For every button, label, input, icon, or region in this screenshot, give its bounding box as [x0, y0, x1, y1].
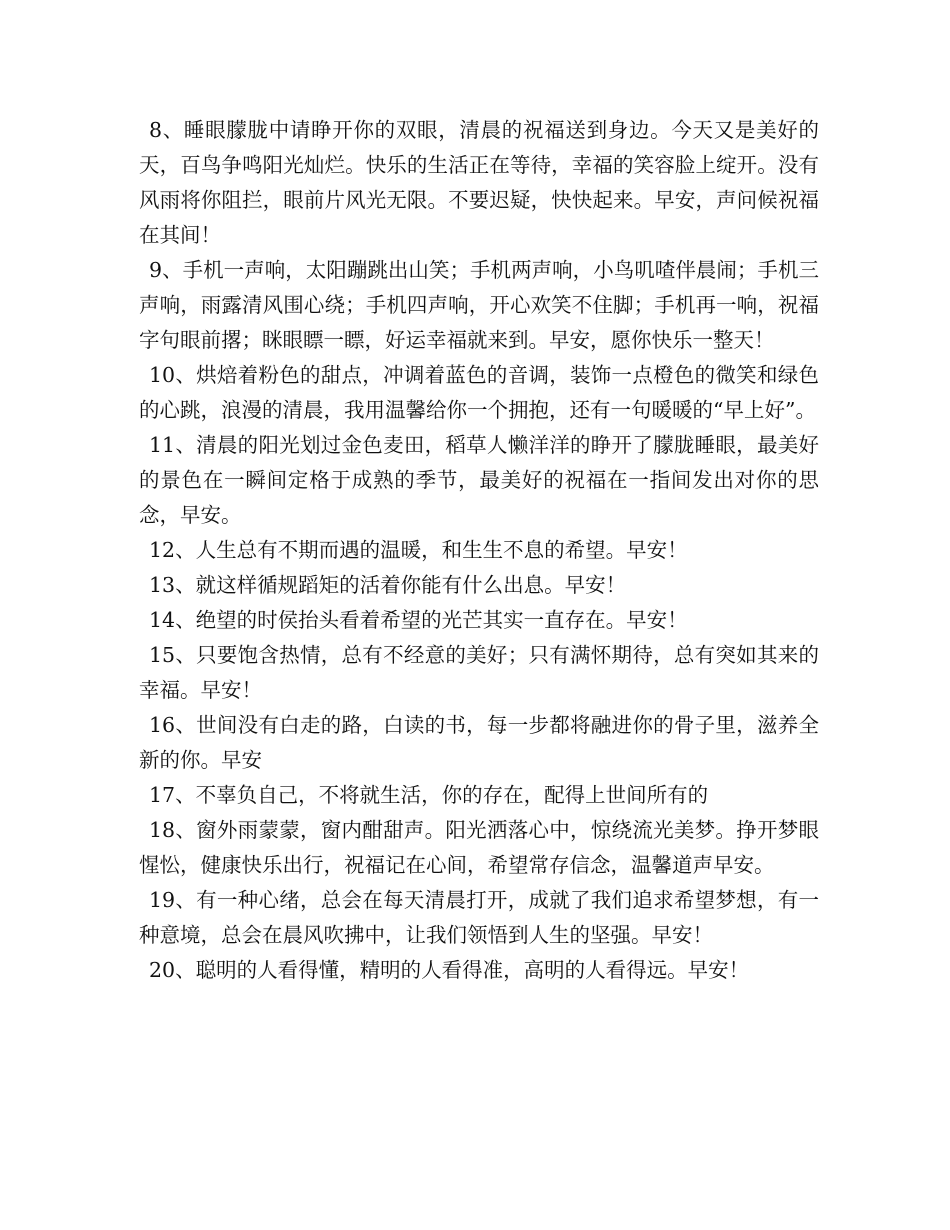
- paragraph-15: 15、只要饱含热情，总有不经意的美好；只有满怀期待，总有突如其来的幸福。早安！: [139, 643, 819, 702]
- paragraph-9: 9、手机一声响，太阳蹦跳出山笑；手机两声响，小鸟叽喳伴晨闹；手机三声响，雨露清风围心绕；手机四声响，开心欢笑不住脚；手机再一响，祝福字句眼前撂；眯眼瞟一瞟，好运幸福就来到。早安，愿你快乐一整天！: [139, 258, 819, 352]
- paragraph-18: 18、窗外雨蒙蒙，窗内酣甜声。阳光洒落心中，惊绕流光美梦。挣开梦眼惺忪，健康快乐出行，祝福记在心间，希望常存信念，温馨道声早安。: [139, 818, 819, 877]
- document-body: [139, 113, 819, 988]
- paragraph-19: 19、有一种心绪，总会在每天清晨打开，成就了我们追求希望梦想，有一种意境，总会在晨风吹拂中，让我们领悟到人生的坚强。早安！: [139, 888, 819, 947]
- paragraph-16: 16、世间没有白走的路，白读的书，每一步都将融进你的骨子里，滋养全新的你。早安: [139, 713, 819, 772]
- paragraph-13: 13、就这样循规蹈矩的活着你能有什么出息。早安！: [149, 573, 627, 597]
- paragraph-10: 10、烘焙着粉色的甜点，冲调着蓝色的音调，装饰一点橙色的微笑和绿色的心跳，浪漫的清晨，我用温馨给你一个拥抱，还有一句暖暖的“早上好”。: [139, 363, 819, 422]
- paragraph-12: 12、人生总有不期而遇的温暖，和生生不息的希望。早安！: [149, 538, 688, 562]
- paragraph-14: 14、绝望的时侯抬头看着希望的光芒其实一直存在。早安！: [149, 608, 688, 632]
- paragraph-20: 20、聪明的人看得懂，精明的人看得准，高明的人看得远。早安！: [149, 958, 750, 982]
- paragraph-11: 11、清晨的阳光划过金色麦田，稻草人懒洋洋的睁开了朦胧睡眼，最美好的景色在一瞬间定格于成熟的季节，最美好的祝福在一指间发出对你的思念，早安。: [139, 433, 819, 527]
- paragraph-17: 17、不辜负自己，不将就生活，你的存在，配得上世间所有的: [149, 783, 709, 807]
- paragraph-8: 8、睡眼朦胧中请睁开你的双眼，清晨的祝福送到身边。今天又是美好的天，百鸟争鸣阳光灿烂。快乐的生活正在等待，幸福的笑容脸上绽开。没有风雨将你阻拦，眼前片风光无限。不要迟疑，快快起来。早安，声问候祝福在其间！: [139, 118, 819, 247]
